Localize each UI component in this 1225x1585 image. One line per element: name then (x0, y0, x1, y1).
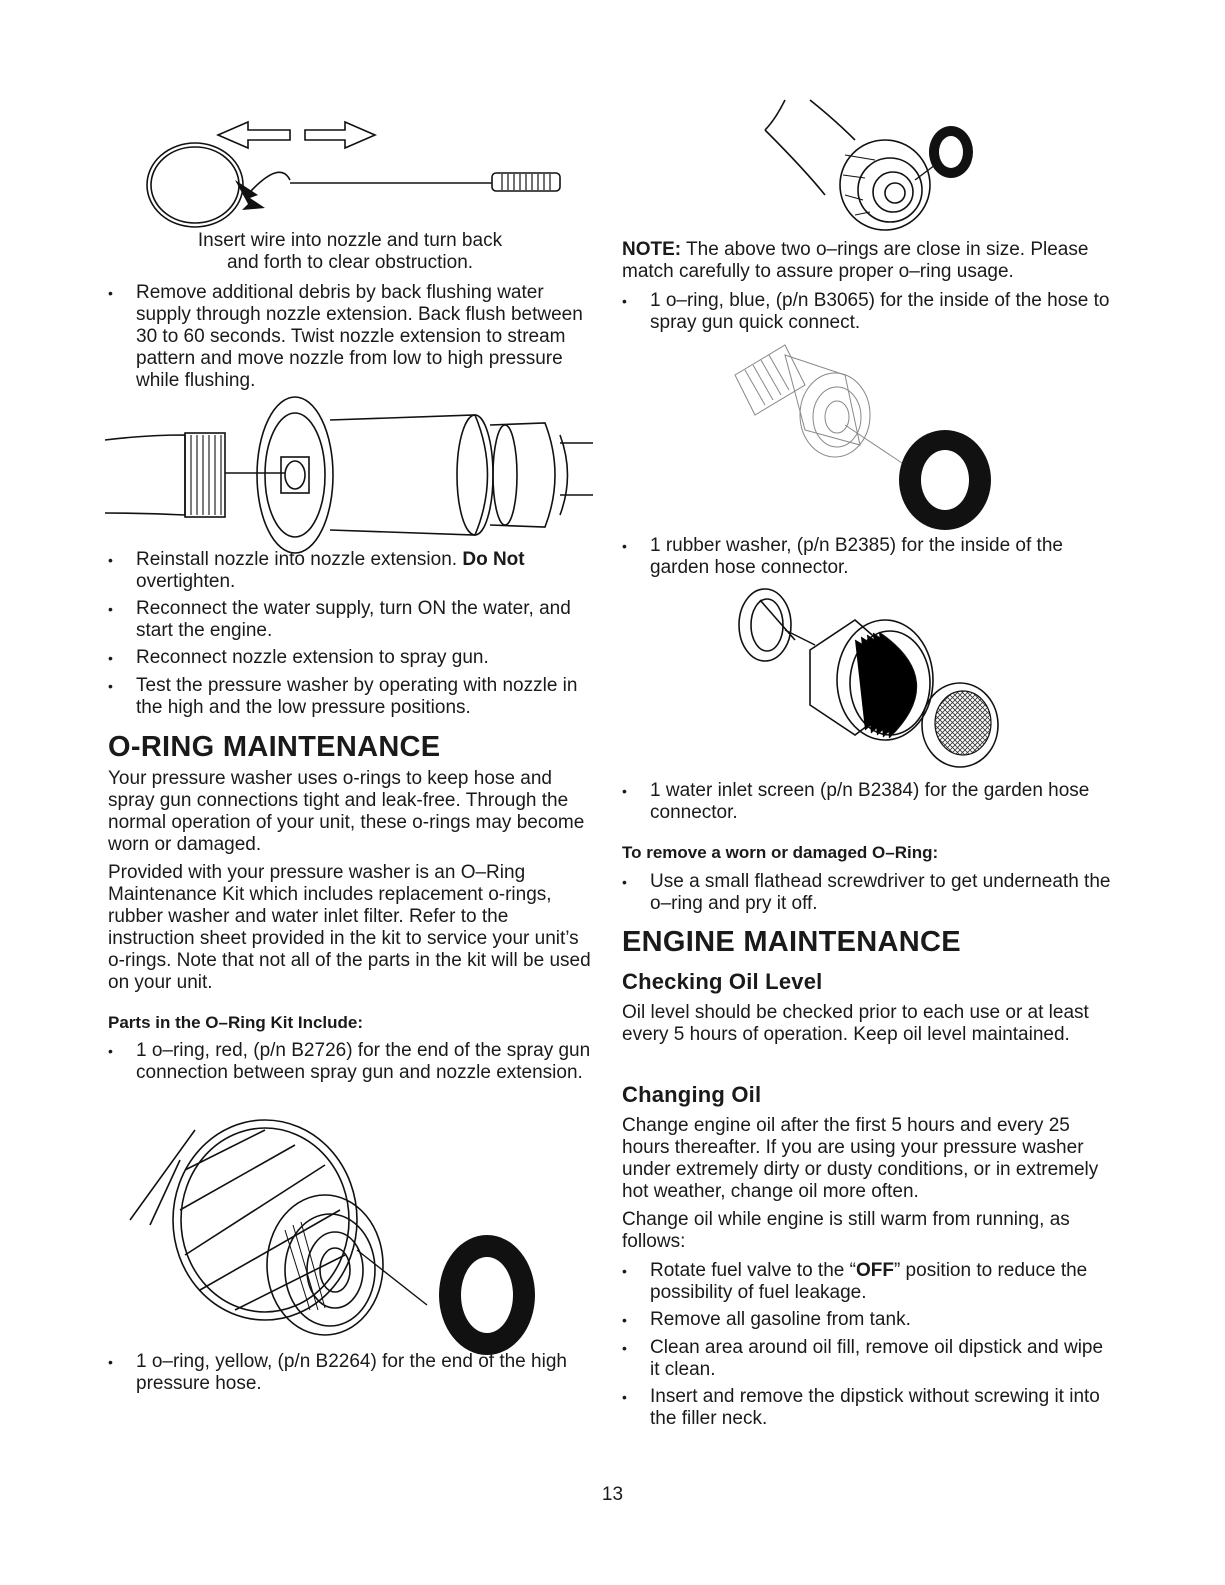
reinstall-step-end: overtighten. (136, 571, 236, 592)
note-text: The above two o–rings are close in size. Please match carefully to assure proper o–ring usage. (622, 239, 1089, 282)
bullet-marker: • (108, 650, 113, 666)
nozzle-wire-illustration (140, 100, 580, 230)
fuel-valve-step (650, 1260, 1112, 1304)
remove-gasoline-text: Remove all gasoline from tank. (650, 1309, 911, 1330)
bullet-marker: • (622, 293, 627, 309)
rubber-washer-text: 1 rubber washer, (p/n B2385) for the inside of the garden hose connector. (650, 535, 1063, 578)
bullet-marker: • (622, 1312, 627, 1328)
engine-maintenance-heading: ENGINE MAINTENANCE (622, 926, 961, 958)
reinstall-step (136, 549, 598, 593)
hose-end-oring-illustration (755, 100, 985, 230)
clean-area-text: Clean area around oil fill, remove oil dipstick and wipe it clean. (650, 1337, 1104, 1380)
inlet-screen-text: 1 water inlet screen (p/n B2384) for the garden hose connector. (650, 780, 1090, 823)
bullet-marker: • (108, 678, 113, 694)
note-label: NOTE: (622, 239, 682, 260)
bullet-marker: • (622, 1263, 627, 1279)
bullet-marker: • (108, 1354, 113, 1370)
bullet-marker: • (622, 874, 627, 890)
reconnect-nozzle-text: Reconnect nozzle extension to spray gun. (136, 647, 489, 668)
spray-gun-oring-illustration (125, 1110, 555, 1350)
remove-oring-text: Use a small flathead screwdriver to get underneath the o–ring and pry it off. (650, 871, 1111, 914)
bullet-marker: • (622, 783, 627, 799)
fuel-valve-text-end: ” position to reduce the possibility of fuel leakage. (650, 1260, 1088, 1303)
wire-caption-line2: and forth to clear obstruction. (226, 252, 474, 273)
off-emphasis: OFF (855, 1260, 894, 1281)
red-oring-text: 1 o–ring, red, (p/n B2726) for the end of the spray gun connection between spray gun and nozzle extension. (136, 1040, 591, 1083)
changing-oil-heading: Changing Oil (622, 1082, 762, 1107)
do-not-emphasis: Do Not (462, 549, 525, 570)
nozzle-extension-illustration (105, 395, 595, 555)
checking-oil-heading: Checking Oil Level (622, 969, 823, 994)
blue-oring-text: 1 o–ring, blue, (p/n B3065) for the inside of the hose to spray gun quick connect. (650, 290, 1110, 333)
dipstick-text: Insert and remove the dipstick without screwing it into the filler neck. (650, 1386, 1100, 1429)
note-paragraph (622, 239, 1122, 283)
bullet-marker: • (108, 285, 113, 301)
kit-parts-heading: Parts in the O–Ring Kit Include: (108, 1013, 364, 1032)
oring-kit-paragraph: Provided with your pressure washer is an O–Ring Maintenance Kit which includes replacement o-rings, rubber washer and water inlet filter. Refer to the instruction sheet provided in the kit to service your unit’s o-rings. Note that not all of the parts in the kit will be used on your unit. (108, 862, 591, 993)
flush-step-text: Remove additional debris by back flushing water supply through nozzle extension. Back flush between 30 to 60 seconds. Twist nozzle extension to stream pattern and move nozzle from low to high pressure while flushing. (136, 282, 583, 391)
garden-hose-connector-illustration (725, 585, 1025, 785)
bullet-marker: • (108, 1043, 113, 1059)
changing-oil-paragraph: Change engine oil after the first 5 hours and every 25 hours thereafter. If you are using your pressure washer under extremely dirty or dusty conditions, or in extremely hot weather, change oil more often. (622, 1115, 1099, 1202)
page-number: 13 (601, 1484, 624, 1505)
remove-oring-heading: To remove a worn or damaged O–Ring: (622, 843, 939, 862)
test-step-text: Test the pressure washer by operating with nozzle in the high and the low pressure positions. (136, 675, 578, 718)
reinstall-step-text: Reinstall nozzle into nozzle extension. (136, 549, 458, 570)
bullet-marker: • (108, 552, 113, 568)
bullet-marker: • (108, 601, 113, 617)
wire-caption-line1: Insert wire into nozzle and turn back (197, 230, 503, 251)
checking-oil-text: Oil level should be checked prior to each use or at least every 5 hours of operation. Keep oil level maintained. (622, 1002, 1089, 1045)
yellow-oring-text: 1 o–ring, yellow, (p/n B2264) for the end of the high pressure hose. (136, 1351, 567, 1394)
oring-maintenance-heading: O-RING MAINTENANCE (108, 731, 441, 763)
oring-intro-paragraph: Your pressure washer uses o-rings to keep hose and spray gun connections tight and leak-free. Through the normal operation of your unit, these o-rings may become worn or damaged. (108, 768, 585, 855)
changing-oil-warm-paragraph: Change oil while engine is still warm from running, as follows: (622, 1209, 1070, 1252)
bullet-marker: • (622, 538, 627, 554)
reconnect-water-text: Reconnect the water supply, turn ON the water, and start the engine. (136, 598, 571, 641)
bullet-marker: • (622, 1389, 627, 1405)
quick-connect-oring-illustration (725, 335, 1005, 535)
fuel-valve-text-start: Rotate fuel valve to the “ (650, 1260, 856, 1281)
bullet-marker: • (622, 1340, 627, 1356)
